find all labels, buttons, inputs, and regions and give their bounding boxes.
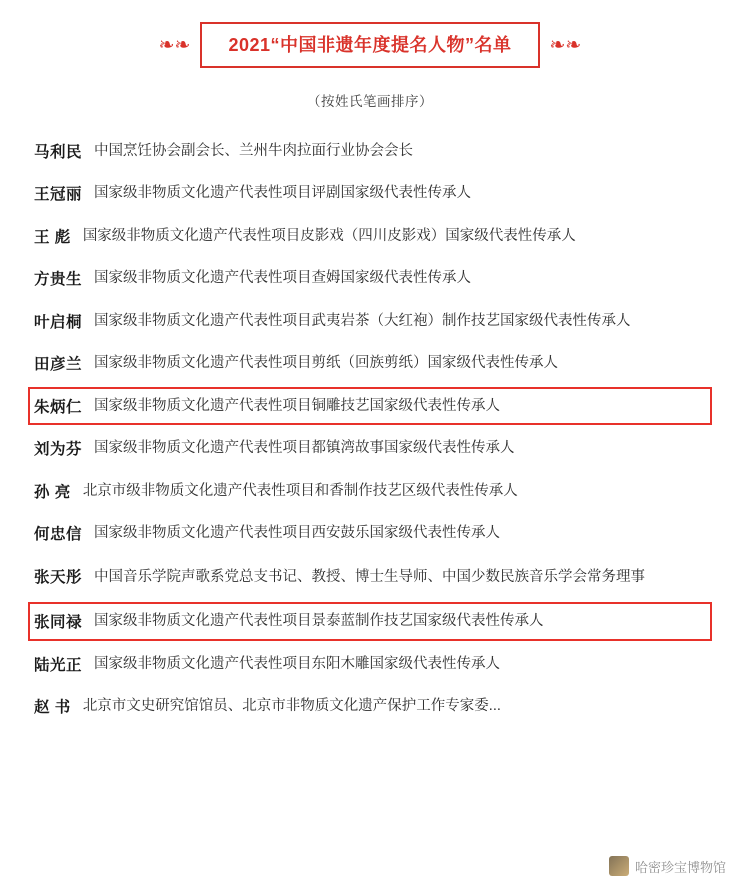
watermark-avatar-icon [609, 856, 629, 876]
list-item [28, 302, 712, 340]
person-description: 国家级非物质文化遗产代表性项目铜雕技艺国家级代表性传承人 [94, 397, 501, 414]
person-description: 北京市文史研究馆馆员、北京市非物质文化遗产保护工作专家委... [82, 698, 501, 714]
person-description: 国家级非物质文化遗产代表性项目景泰蓝制作技艺国家级代表性传承人 [94, 613, 544, 630]
title-row [0, 22, 740, 68]
person-name: 孙 亮 [34, 483, 71, 501]
list-item [28, 217, 712, 255]
list-item [28, 174, 712, 212]
person-name: 王冠丽 [34, 186, 83, 204]
person-name: 马利民 [34, 144, 83, 161]
person-description: 国家级非物质文化遗产代表性项目剪纸（回族剪纸）国家级代表性传承人 [94, 355, 559, 372]
list-item [28, 132, 712, 170]
list-item [28, 259, 712, 297]
list-item [28, 472, 712, 510]
person-name: 何忠信 [34, 526, 83, 544]
person-description: 国家级非物质文化遗产代表性项目西安鼓乐国家级代表性传承人 [94, 525, 501, 542]
name-list [0, 132, 740, 725]
person-name: 陆光正 [34, 656, 83, 674]
document-page [0, 22, 740, 884]
person-name: 朱炳仁 [34, 398, 83, 416]
page-title: 2021“中国非遗年度提名人物”名单 [228, 35, 512, 55]
person-description: 国家级非物质文化遗产代表性项目查姆国家级代表性传承人 [94, 270, 472, 287]
list-item [28, 514, 712, 552]
person-name: 刘为芬 [34, 441, 83, 459]
list-item [28, 429, 712, 467]
person-description: 北京市级非物质文化遗产代表性项目和香制作技艺区级代表性传承人 [82, 482, 518, 499]
person-description: 国家级非物质文化遗产代表性项目东阳木雕国家级代表性传承人 [94, 655, 501, 672]
person-description: 国家级非物质文化遗产代表性项目武夷岩茶（大红袍）制作技艺国家级代表性传承人 [94, 312, 631, 329]
person-name: 赵 书 [34, 699, 71, 716]
watermark-label: 哈密珍宝博物馆 [634, 859, 726, 875]
list-item [28, 557, 712, 598]
list-item [28, 687, 712, 725]
person-name: 方贵生 [34, 271, 83, 289]
person-description: 中国音乐学院声歌系党总支书记、教授、博士生导师、中国少数民族音乐学会常务理事 [94, 568, 646, 585]
person-description: 国家级非物质文化遗产代表性项目皮影戏（四川皮影戏）国家级代表性传承人 [82, 227, 576, 244]
watermark [609, 856, 726, 876]
person-description: 国家级非物质文化遗产代表性项目都镇湾故事国家级代表性传承人 [94, 440, 515, 457]
ornament-left-icon: ❧❧ [158, 34, 191, 56]
person-description: 中国烹饪协会副会长、兰州牛肉拉面行业协会会长 [94, 143, 414, 159]
subtitle: （按姓氏笔画排序） [307, 94, 433, 109]
person-name: 张同禄 [34, 614, 83, 632]
person-name: 张天彤 [34, 568, 83, 586]
person-name: 叶启桐 [34, 313, 83, 331]
list-item-highlighted [28, 387, 712, 425]
title-box [200, 22, 539, 68]
list-item-highlighted [28, 602, 712, 640]
person-name: 田彦兰 [34, 356, 83, 374]
ornament-right-icon: ❧❧ [549, 34, 582, 56]
list-item [28, 645, 712, 683]
list-item [28, 344, 712, 382]
person-name: 王 彪 [34, 228, 71, 246]
person-description: 国家级非物质文化遗产代表性项目评剧国家级代表性传承人 [94, 185, 472, 202]
